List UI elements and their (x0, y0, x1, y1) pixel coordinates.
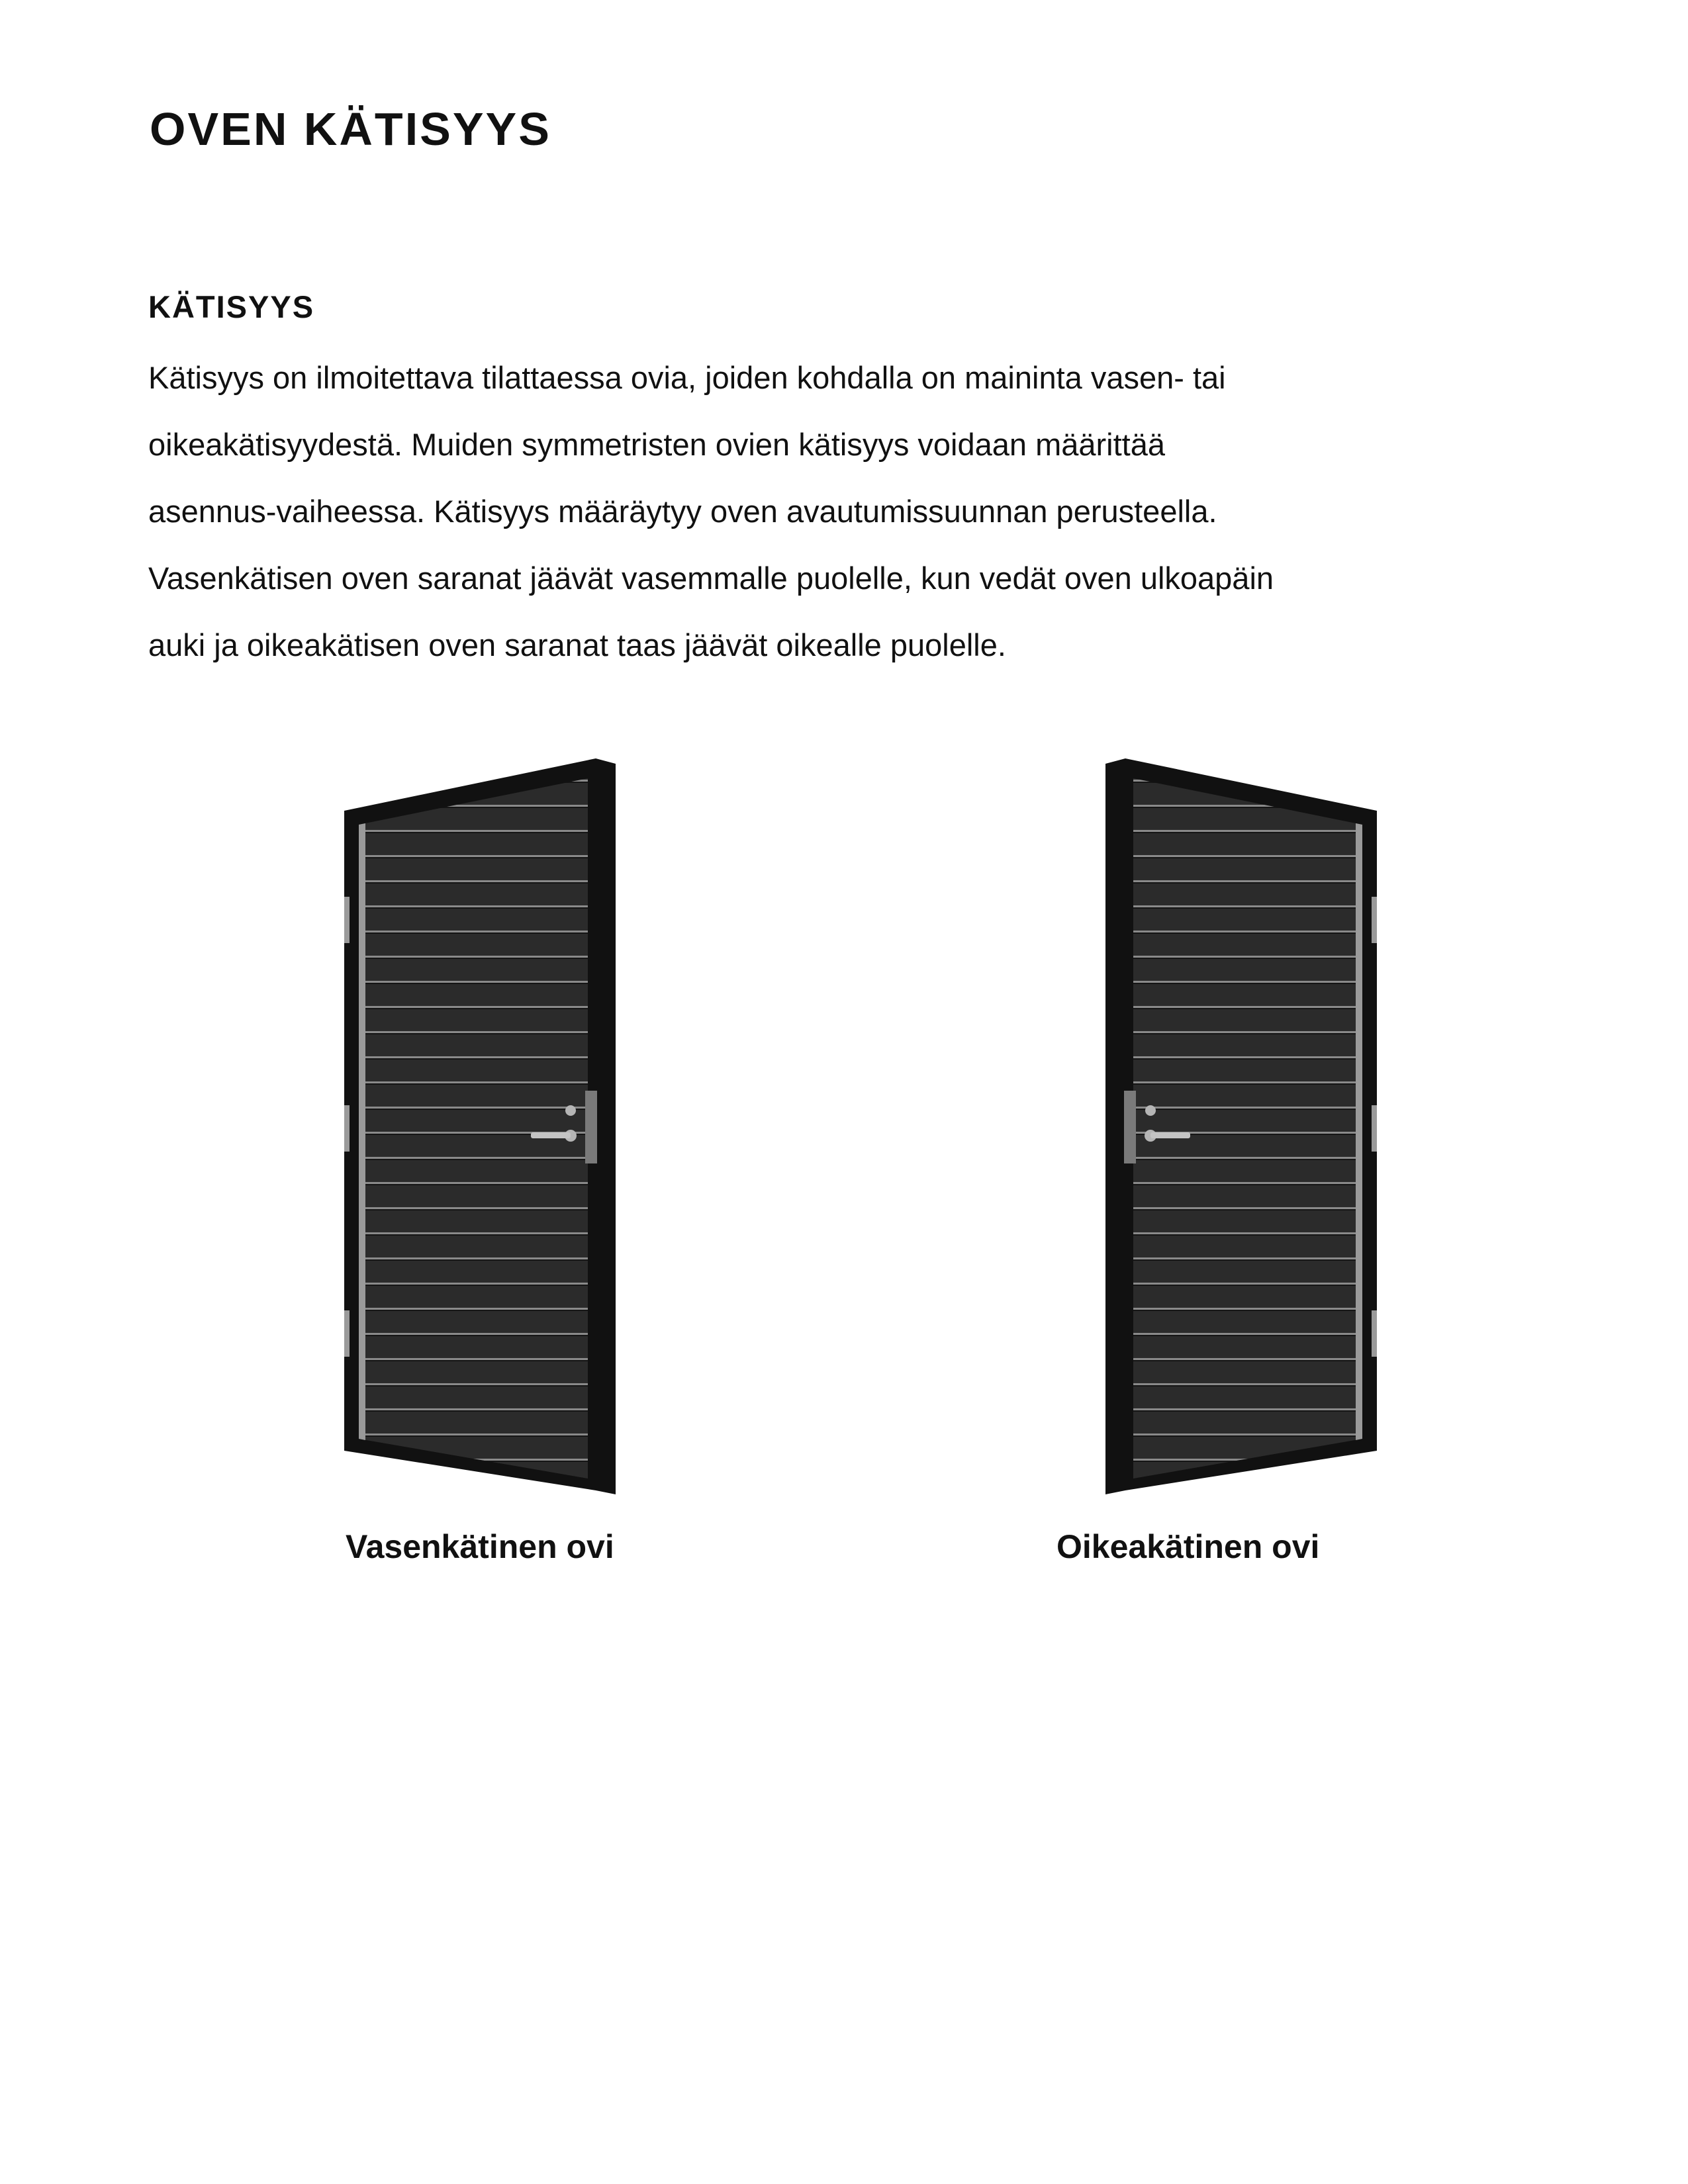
paragraph-line: Vasenkätisen oven saranat jäävät vasemmalle puolelle, kun vedät oven ulkoapäin (148, 561, 1274, 596)
door-right-icon (1033, 754, 1403, 1496)
door-right-figure (1033, 754, 1403, 1496)
caption-left-door: Vasenkätinen ovi (346, 1528, 614, 1565)
page-title: OVEN KÄTISYYS (150, 103, 551, 155)
body-paragraph (148, 344, 1571, 678)
door-left-figure (318, 754, 688, 1496)
paragraph-line: oikeakätisyydestä. Muiden symmetristen ovien kätisyys voidaan määrittää (148, 427, 1166, 462)
paragraph-line: auki ja oikeakätisen oven saranat taas jäävät oikealle puolelle. (148, 627, 1006, 662)
door-left-icon (318, 754, 688, 1496)
paragraph-line: Kätisyys on ilmoitettava tilattaessa ovia, joiden kohdalla on maininta vasen- tai (148, 360, 1226, 395)
caption-right-door: Oikeakätinen ovi (1056, 1528, 1320, 1565)
paragraph-line: asennus-vaiheessa. Kätisyys määräytyy oven avautumissuunnan perusteella. (148, 494, 1217, 529)
section-heading: KÄTISYYS (148, 289, 315, 324)
